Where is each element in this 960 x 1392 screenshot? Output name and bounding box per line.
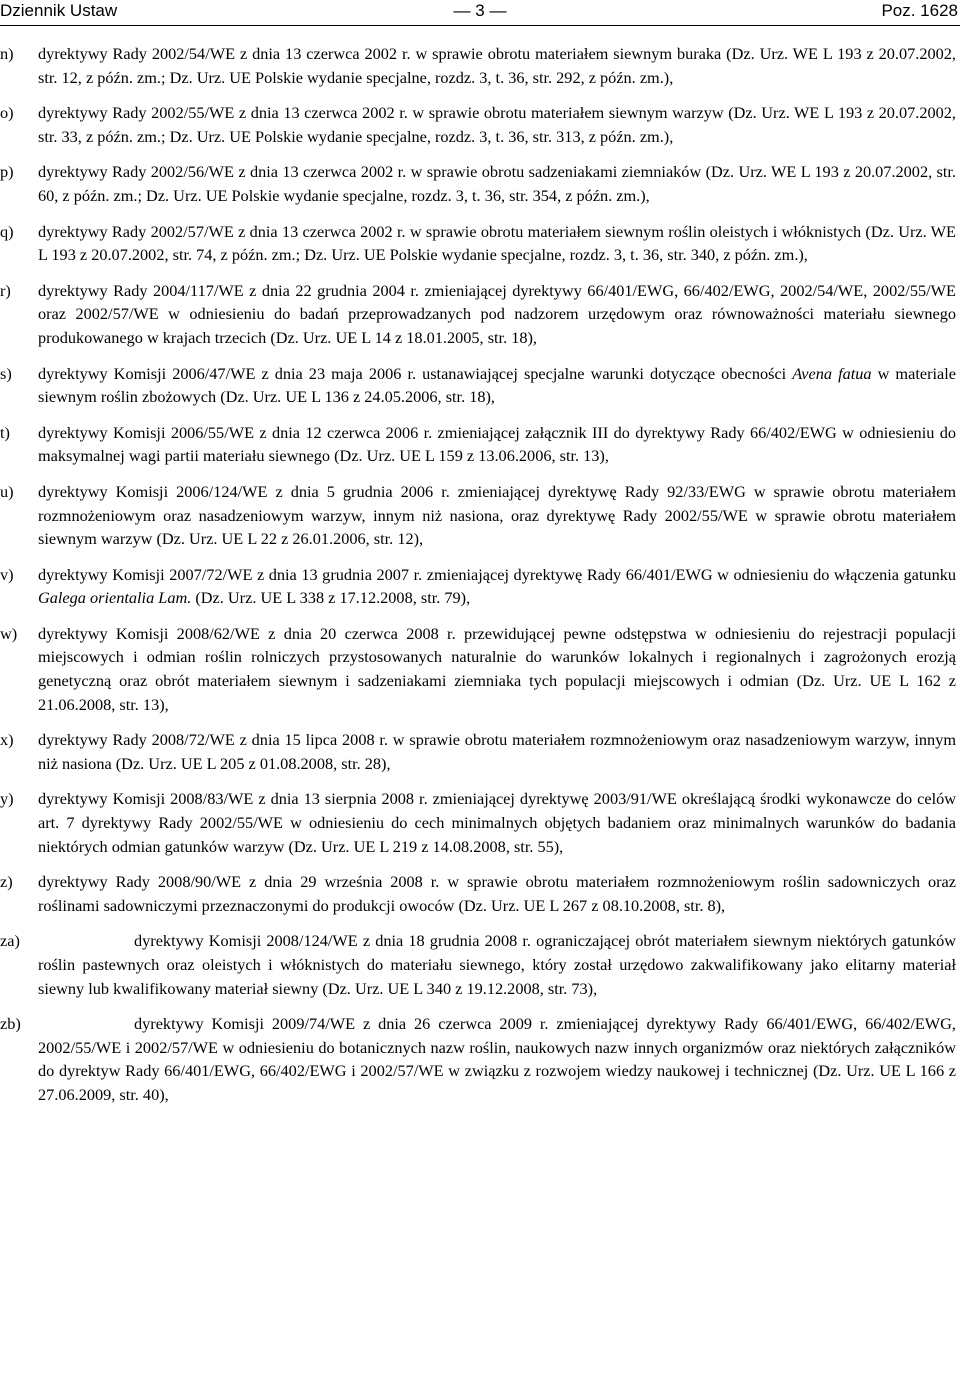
list-item-text: dyrektywy Rady 2002/55/WE z dnia 13 czerwca 2002 r. w sprawie obrotu materiałem siewnym warzyw (Dz. Urz. WE L 193 z 20.07.2002, str. 33, z późn. zm.; Dz. Urz. UE Polskie wydanie specjalne, rozdz. 3, t. 36, str. 313, z późn. zm.), [38,103,956,146]
list-item-marker: w) [0,623,18,643]
header-divider [0,25,960,26]
list-item-marker: u) [0,481,14,501]
list-item-marker: n) [0,44,14,63]
list-item-marker: za) [0,931,20,951]
list-item [0,362,956,409]
list-item-marker: zb) [0,1014,21,1034]
journal-title: Dziennik Ustaw [0,1,118,20]
list-item-text: dyrektywy Komisji 2007/72/WE z dnia 13 grudnia 2007 r. zmieniającej dyrektywę Rady 66/401/EWG w odniesieniu do włączenia gatunku Galega orientalia Lam. (Dz. Urz. UE L 338 z 17.12.2008, str. 79), [38,564,956,608]
list-item [0,728,956,775]
list-item-text: dyrektywy Komisji 2008/124/WE z dnia 18 grudnia 2008 r. ograniczającej obrót materiałem siewnym niektórych gatunków roślin pastewnych oraz oleistych i włóknistych do materiału siewnego, który został urzędowo zakwalifikowany jako elitarny materiał siewny lub kwalifikowany materiał siewny (Dz. Urz. UE L 340 z 19.12.2008, str. 73), [38,931,956,998]
list-item-marker: y) [0,789,14,809]
list-item [0,160,956,207]
list-item [0,563,956,610]
list-item-text: dyrektywy Komisji 2006/47/WE z dnia 23 maja 2006 r. ustanawiającej specjalne warunki dotyczące obecności Avena fatua w materiale siewnym roślin zbożowych (Dz. Urz. UE L 136 z 24.05.2006, str. 18), [38,363,956,407]
list-item [0,220,956,267]
list-item [0,421,956,468]
list-item-text: dyrektywy Komisji 2008/62/WE z dnia 20 czerwca 2008 r. przewidującej pewne odstępstwa w odniesieniu do rejestracji populacji miejscowych i odmian roślin rolniczych przystosowanych naturalnie do warunków lokalnych i regionalnych i zagrożonych erozją genetyczną oraz obrót materiałem siewnym i sadzeniakami ziemniaka tych populacji miejscowych i odmian (Dz. Urz. UE L 162 z 21.06.2008, str. 13), [38,623,956,714]
list-item-text: dyrektywy Rady 2002/57/WE z dnia 13 czerwca 2002 r. w sprawie obrotu materiałem siewnym roślin oleistych i włóknistych (Dz. Urz. WE L 193 z 20.07.2002, str. 74, z późn. zm.; Dz. Urz. UE Polskie wydanie specjalne, rozdz. 3, t. 36, str. 340, z późn. zm.), [38,221,956,265]
list-item-marker: s) [0,363,12,383]
list-item-marker: r) [0,280,11,300]
list-item-marker: x) [0,730,14,750]
species-name: Avena fatua [792,363,872,383]
list-item-text: dyrektywy Komisji 2009/74/WE z dnia 26 czerwca 2009 r. zmieniającej dyrektywy Rady 66/401/EWG, 66/402/EWG, 2002/55/WE i 2002/57/WE w odniesieniu do botanicznych nazw roślin, naukowych nazw innych organizmów oraz niektórych załączników do dyrektyw Rady 66/401/EWG, 66/402/EWG i 2002/57/WE w związku z rozwojem wiedzy naukowej i technicznej (Dz. Urz. UE L 166 z 27.06.2009, str. 40), [38,1014,956,1104]
list-item [0,42,956,89]
page-header [0,0,960,24]
list-item-text: dyrektywy Komisji 2006/55/WE z dnia 12 czerwca 2006 r. zmieniającej załącznik III do dyrektywy Rady 66/402/EWG w odniesieniu do maksymalnej wagi partii materiału siewnego (Dz. Urz. UE L 159 z 13.06.2006, str. 13), [38,422,956,466]
list-item-text: dyrektywy Rady 2008/90/WE z dnia 29 września 2008 r. w sprawie obrotu materiałem rozmnożeniowym roślin sadowniczych oraz roślinami sadowniczymi przeznaczonymi do produkcji owoców (Dz. Urz. UE L 267 z 08.10.2008, str. 8), [38,872,956,915]
list-item-text: dyrektywy Rady 2002/56/WE z dnia 13 czerwca 2002 r. w sprawie obrotu sadzeniakami ziemniaków (Dz. Urz. WE L 193 z 20.07.2002, str. 60, z późn. zm.; Dz. Urz. UE Polskie wydanie specjalne, rozdz. 3, t. 36, str. 354, z późn. zm.), [38,162,956,205]
list-item-text: dyrektywy Komisji 2006/124/WE z dnia 5 grudnia 2006 r. zmieniającej dyrektywę Rady 92/33/EWG w sprawie obrotu materiałem rozmnożeniowym oraz nasadzeniowym warzyw, innym niż nasiona, oraz dyrektywę Rady 2002/55/WE w sprawie obrotu materiałem siewnym warzyw (Dz. Urz. UE L 22 z 26.01.2006, str. 12), [38,481,956,549]
page-number: — 3 — [453,1,507,20]
list-item-text: dyrektywy Rady 2002/54/WE z dnia 13 czerwca 2002 r. w sprawie obrotu materiałem siewnym buraka (Dz. Urz. WE L 193 z 20.07.2002, str. 12, z późn. zm.; Dz. Urz. UE Polskie wydanie specjalne, rozdz. 3, t. 36, str. 292, z późn. zm.), [38,44,956,87]
list-item-text: dyrektywy Rady 2008/72/WE z dnia 15 lipca 2008 r. w sprawie obrotu materiałem rozmnożeniowym oraz nasadzeniowym warzyw, innym niż nasiona (Dz. Urz. UE L 205 z 01.08.2008, str. 28), [38,730,956,773]
list-item-marker: p) [0,162,14,182]
list-item [0,929,956,1000]
list-item-marker: q) [0,221,14,241]
list-item [0,279,956,350]
list-item [0,480,956,551]
list-item-marker: z) [0,872,13,892]
list-item [0,622,956,716]
list-item-marker: o) [0,103,14,123]
list-item-text: dyrektywy Komisji 2008/83/WE z dnia 13 sierpnia 2008 r. zmieniającej dyrektywę 2003/91/WE określającą środki wykonawcze do celów art. 7 dyrektywy Rady 2002/55/WE w odniesieniu do cech minimalnych objętych badaniem oraz minimalnych warunków do badania niektórych odmian gatunków warzyw (Dz. Urz. UE L 219 z 14.08.2008, str. 55), [38,789,956,856]
list-item [0,870,956,917]
list-item-text: dyrektywy Rady 2004/117/WE z dnia 22 grudnia 2004 r. zmieniającej dyrektywy 66/401/EWG, 66/402/EWG, 2002/54/WE, 2002/55/WE oraz 2002/57/WE w odniesieniu do badań przeprowadzanych pod nadzorem urzędowym oraz równoważności materiału siewnego produkowanego w krajach trzecich (Dz. Urz. UE L 14 z 18.01.2005, str. 18), [38,280,956,347]
directive-list [0,42,956,1119]
position-number: Poz. 1628 [881,1,958,20]
list-item [0,101,956,148]
list-item-marker: v) [0,564,14,584]
list-item-marker: t) [0,422,10,442]
list-item [0,787,956,858]
list-item [0,1012,956,1106]
species-name: Galega orientalia Lam. [38,588,192,608]
